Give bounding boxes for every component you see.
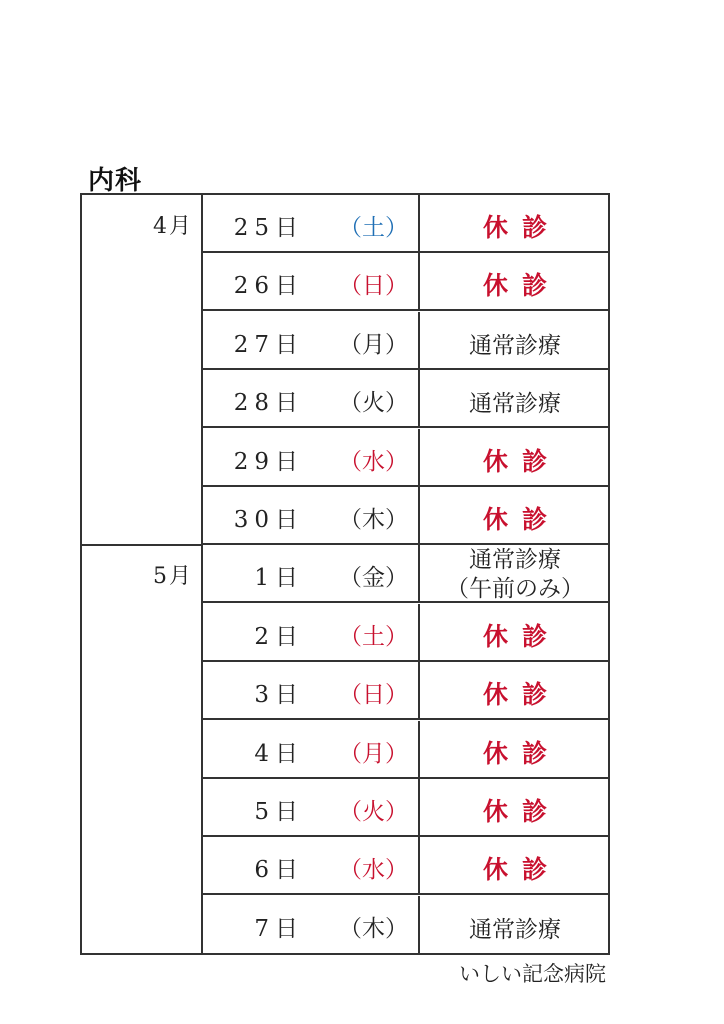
- normal-status: 通常診療: [469, 391, 561, 418]
- date-cell: [203, 487, 420, 543]
- date-cell: [203, 604, 420, 660]
- schedule-row: [203, 195, 610, 253]
- weekday-label: （月）: [339, 331, 408, 358]
- status-cell: [420, 312, 610, 368]
- weekday-label: （土）: [339, 623, 408, 650]
- status-cell: [420, 662, 610, 718]
- schedule-row: [203, 312, 610, 370]
- date-cell: [203, 312, 420, 368]
- month-block: [82, 545, 203, 954]
- status-cell: [420, 721, 610, 777]
- status-cell: [420, 429, 610, 485]
- schedule-row: [203, 487, 610, 545]
- status-cell: [420, 253, 610, 309]
- weekday-label: （水）: [339, 448, 408, 475]
- weekday-label: （火）: [339, 799, 408, 825]
- date-cell: [203, 721, 420, 777]
- status-cell: [420, 837, 610, 893]
- day-number: 26日: [233, 273, 304, 300]
- closed-status: 休診: [482, 505, 561, 534]
- closed-status: 休診: [482, 271, 561, 301]
- month-label: 4月: [153, 214, 193, 239]
- day-number: 27日: [233, 331, 304, 358]
- normal-status: 通常診療: [469, 332, 561, 359]
- day-number: 7日: [254, 915, 304, 942]
- weekday-label: （土）: [339, 215, 408, 241]
- closed-status: 休診: [482, 738, 561, 768]
- schedule-row: [203, 429, 610, 487]
- status-cell: [420, 487, 610, 543]
- date-cell: [203, 370, 420, 426]
- schedule-row: [203, 604, 610, 662]
- hospital-name: いしい記念病院: [459, 962, 606, 986]
- weekday-label: （火）: [339, 390, 408, 417]
- schedule-table: [80, 193, 610, 955]
- day-number: 29日: [233, 448, 304, 475]
- weekday-label: （日）: [339, 682, 408, 709]
- closed-status: 休診: [482, 621, 561, 651]
- closed-status: 休診: [482, 446, 561, 476]
- schedule-row: [203, 253, 610, 311]
- month-label: 5月: [153, 564, 193, 590]
- day-number: 25日: [233, 215, 304, 241]
- date-cell: [203, 779, 420, 835]
- date-cell: [203, 837, 420, 893]
- status-cell: [420, 370, 610, 426]
- weekday-label: （水）: [339, 857, 408, 884]
- schedule-row: [203, 779, 610, 837]
- date-cell: [203, 545, 420, 601]
- closed-status: 休診: [482, 213, 561, 242]
- schedule-row: [203, 662, 610, 720]
- status-cell: [420, 195, 610, 251]
- status-cell: [420, 604, 610, 660]
- status-note: （午前のみ）: [446, 576, 584, 603]
- weekday-label: （日）: [339, 273, 408, 300]
- day-number: 28日: [233, 390, 304, 417]
- day-number: 3日: [254, 682, 304, 709]
- department-title: 内科: [88, 166, 143, 196]
- date-cell: [203, 896, 420, 954]
- schedule-row: [203, 896, 610, 954]
- schedule-row: [203, 370, 610, 428]
- schedule-row: [203, 721, 610, 779]
- month-block: [82, 195, 203, 545]
- day-number: 1日: [254, 565, 304, 592]
- schedule-row: [203, 837, 610, 895]
- date-cell: [203, 253, 420, 309]
- date-cell: [203, 429, 420, 485]
- normal-status: 通常診療: [469, 547, 561, 574]
- status-cell: [420, 896, 610, 954]
- closed-status: 休診: [482, 797, 561, 826]
- schedule-row: [203, 545, 610, 603]
- date-cell: [203, 195, 420, 251]
- weekday-label: （木）: [339, 915, 408, 942]
- weekday-label: （木）: [339, 507, 408, 533]
- weekday-label: （月）: [339, 740, 408, 767]
- day-number: 5日: [254, 799, 304, 825]
- status-cell: [420, 545, 610, 601]
- weekday-label: （金）: [339, 565, 408, 592]
- day-number: 6日: [254, 857, 304, 884]
- closed-status: 休診: [482, 680, 561, 710]
- day-number: 2日: [254, 623, 304, 650]
- day-number: 4日: [254, 740, 304, 767]
- normal-status: 通常診療: [469, 916, 561, 943]
- status-cell: [420, 779, 610, 835]
- closed-status: 休診: [482, 855, 561, 885]
- date-cell: [203, 662, 420, 718]
- month-divider: [82, 544, 203, 546]
- day-number: 30日: [233, 507, 304, 533]
